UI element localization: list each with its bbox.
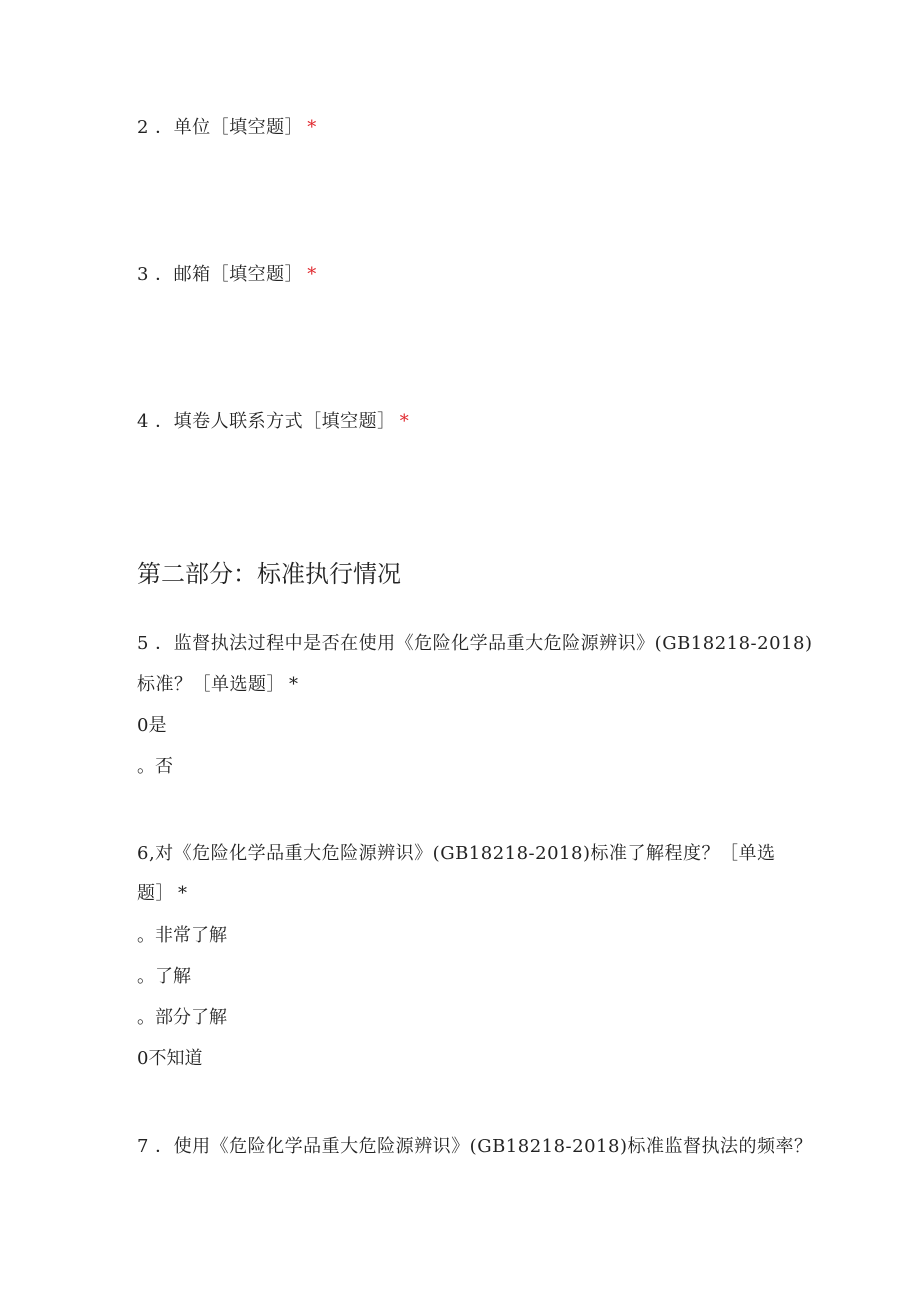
question-5-line2 <box>137 673 299 697</box>
question-2-text: 2 ．单位［填空题］ <box>137 117 304 138</box>
question-6-line2 <box>137 882 188 906</box>
option-not-familiar[interactable]: 0不知道 <box>137 1048 203 1069</box>
required-mark: * <box>399 411 410 432</box>
required-mark: * <box>289 674 299 695</box>
question-4-text: 4 ．填卷人联系方式［填空题］ <box>137 411 396 432</box>
question-2 <box>137 116 317 140</box>
option-no[interactable]: 。否 <box>137 756 173 777</box>
required-mark: * <box>178 883 188 904</box>
question-4 <box>137 410 409 434</box>
question-7-line1: 7 ．使用《危险化学品重大危险源辨识》(GB18218-2018)标准监督执法的频率？ <box>137 1136 813 1157</box>
question-3-text: 3 ．邮箱［填空题］ <box>137 264 304 285</box>
option-partially-familiar[interactable]: 。部分了解 <box>137 1007 227 1028</box>
option-familiar[interactable]: 。了解 <box>137 966 191 987</box>
required-mark: * <box>307 264 317 285</box>
question-6-text: 题］ <box>137 883 174 904</box>
section-title: 第二部分：标准执行情况 <box>137 560 401 588</box>
question-5-line1: 5 ．监督执法过程中是否在使用《危险化学品重大危险源辨识》(GB18218-2018) <box>137 633 813 654</box>
question-3 <box>137 263 317 287</box>
question-5-text: 标准？［单选题］ <box>137 674 285 695</box>
option-yes[interactable]: 0是 <box>137 715 167 736</box>
option-very-familiar[interactable]: 。非常了解 <box>137 925 227 946</box>
question-6-line1: 6,对《危险化学品重大危险源辨识》(GB18218-2018)标准了解程度？［单选 <box>137 843 776 864</box>
required-mark: * <box>307 117 317 138</box>
